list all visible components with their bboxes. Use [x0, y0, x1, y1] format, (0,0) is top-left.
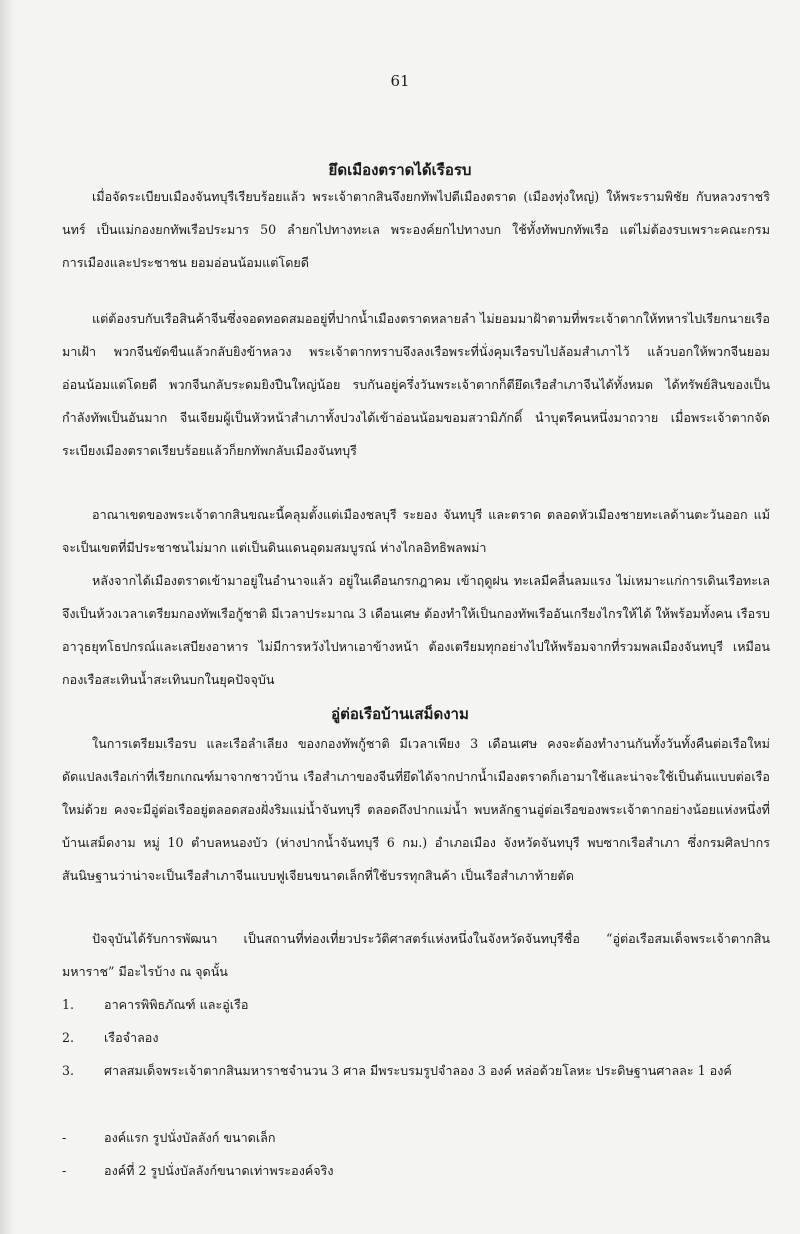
page-edge-shadow: [0, 0, 14, 1234]
dash-item: [62, 1154, 770, 1187]
section-title-trat: ยึดเมืองตราดได้เรือรบ: [328, 161, 472, 179]
section-title-shipyard: อู่ต่อเรือบ้านเสม็ดงาม: [331, 705, 469, 723]
list-text: ศาลสมเด็จพระเจ้าตากสินมหาราชจำนวน 3 ศาล มีพระบรมรูปจำลอง 3 องค์ หล่อด้วยโลหะ ประดิษฐานศาลละ 1 องค์: [104, 1063, 732, 1078]
list-item: [62, 988, 770, 1021]
list-number: 2.: [62, 1030, 75, 1045]
paragraph: ปัจจุบันได้รับการพัฒนา เป็นสถานที่ท่องเที่ยวประวัติศาสตร์แห่งหนึ่งในจังหวัดจันทบุรีชื่อ “อู่ต่อเรือสมเด็จพระเจ้าตากสินมหาราช” มีอะไรบ้าง ณ จุดนั้น: [62, 931, 770, 979]
dash-list: [62, 1121, 770, 1187]
dash-text: องค์ที่ 2 รูปนั่งบัลลังก์ขนาดเท่าพระองค์จริง: [104, 1163, 334, 1178]
list-number: 1.: [62, 997, 75, 1012]
list-text: อาคารพิพิธภัณฑ์ และอู่เรือ: [104, 997, 249, 1012]
numbered-list: [62, 988, 770, 1087]
paragraph: เมื่อจัดระเบียบเมืองจันทบุรีเรียบร้อยแล้ว พระเจ้าตากสินจึงยกทัพไปตีเมืองตราด (เมืองทุ่งใหญ่) ให้พระรามพิชัย กับหลวงราชรินทร์ เป็นแม่กองยกทัพเรือประมาร 50 ลำยกไปทางทะเล พระองค์ยกไปทางบก ใช้ทั้งทัพบกทัพเรือ แต่ไม่ต้องรบเพราะคณะกรมการเมืองและประชาชน ยอมอ่อนน้อมแต่โดยดี: [62, 189, 770, 270]
paragraph: ในการเตรียมเรือรบ และเรือลำเลียง ของกองทัพกู้ชาติ มีเวลาเพียง 3 เดือนเศษ คงจะต้องทำงานกันทั้งวันทั้งคืนต่อเรือใหม่ ดัดแปลงเรือเก่าที่เรียกเกณฑ์มาจากชาวบ้าน เรือสำเภาของจีนที่ยึดได้จากปากน้ำเมืองตราดก็เอามาใช้และน่าจะใช้เป็นต้นแบบต่อเรือใหม่ด้วย คงจะมีอู่ต่อเรืออยู่ตลอดสองฝั่งริมแม่น้ำจันทบุรี ตลอดถึงปากแม่น้ำ พบหลักฐานอู่ต่อเรือของพระเจ้าตากอย่างน้อยแห่งหนึ่งที่บ้านเสม็ดงาม หมู่ 10 ตำบลหนองบัว (ห่างปากน้ำจันทบุรี 6 กม.) อำเภอเมือง จังหวัดจันทบุรี พบซากเรือสำเภา ซึ่งกรมศิลปากรสันนิษฐานว่าน่าจะเป็นเรือสำเภาจีนแบบฟูเจียนขนาดเล็กที่ใช้บรรทุกสินค้า เป็นเรือสำเภาท้ายตัด: [62, 736, 770, 883]
page-number: 61: [390, 72, 410, 90]
dash-text: องค์แรก รูปนั่งบัลลังก์ ขนาดเล็ก: [104, 1130, 276, 1145]
paragraph: หลังจากได้เมืองตราดเข้ามาอยู่ในอำนาจแล้ว อยู่ในเดือนกรกฎาคม เข้าฤดูฝน ทะเลมีคลื่นลมแรง ไม่เหมาะแก่การเดินเรือทะเล จึงเป็นห้วงเวลาเตรียมกองทัพเรือกู้ชาติ มีเวลาประมาณ 3 เดือนเศษ ต้องทำให้เป็นกองทัพเรืออันเกรียงไกรให้ได้ ให้พร้อมทั้งคน เรือรบ อาวุธยุทโธปกรณ์และเสบียงอาหาร ไม่มีการหวังไปหาเอาข้างหน้า ต้องเตรียมทุกอย่างไปให้พร้อมจากที่รวมพลเมืองจันทบุรี เหมือนกองเรือสะเทินน้ำสะเทินบกในยุคปัจจุบัน: [62, 573, 770, 687]
dash-mark: -: [62, 1130, 67, 1145]
list-item: [62, 1021, 770, 1054]
dash-mark: -: [62, 1163, 67, 1178]
paragraph: อาณาเขตของพระเจ้าตากสินขณะนี้คลุมตั้งแต่เมืองชลบุรี ระยอง จันทบุรี และตราด ตลอดหัวเมืองชายทะเลด้านตะวันออก แม้จะเป็นเขตที่มีประชาชนไม่มาก แต่เป็นดินแดนอุดมสมบูรณ์ ห่างไกลอิทธิพลพม่า: [62, 507, 770, 555]
dash-item: [62, 1121, 770, 1154]
paragraph: แต่ต้องรบกับเรือสินค้าจีนซึ่งจอดทอดสมออยู่ที่ปากน้ำเมืองตราดหลายลำ ไม่ยอมมาฝ้าตามที่พระเจ้าตากให้ทหารไปเรียกนายเรือมาเฝ้า พวกจีนขัดขืนแล้วกลับยิงข้าหลวง พระเจ้าตากทราบจึงลงเรือพระที่นั่งคุมเรือรบไปล้อมสำเภาไว้ แล้วบอกให้พวกจีนยอม อ่อนน้อมแต่โดยดี พวกจีนกลับระดมยิงปืนใหญ่น้อย รบกันอยู่ครึ่งวันพระเจ้าตากก็ตียึดเรือสำเภาจีนได้ทั้งหมด ได้ทรัพย์สินของเป็นกำลังทัพเป็นอันมาก จีนเจียมผู้เป็นหัวหน้าสำเภาทั้งปวงได้เข้าอ่อนน้อมขอมสวามิภักดิ์ นำบุตรีคนหนึ่งมาถวาย เมื่อพระเจ้าตากจัดระเบียงเมืองตราดเรียบร้อยแล้วก็ยกทัพกลับเมืองจันทบุรี: [62, 311, 770, 458]
list-item: [62, 1054, 770, 1087]
list-number: 3.: [62, 1063, 75, 1078]
list-text: เรือจำลอง: [104, 1030, 159, 1045]
